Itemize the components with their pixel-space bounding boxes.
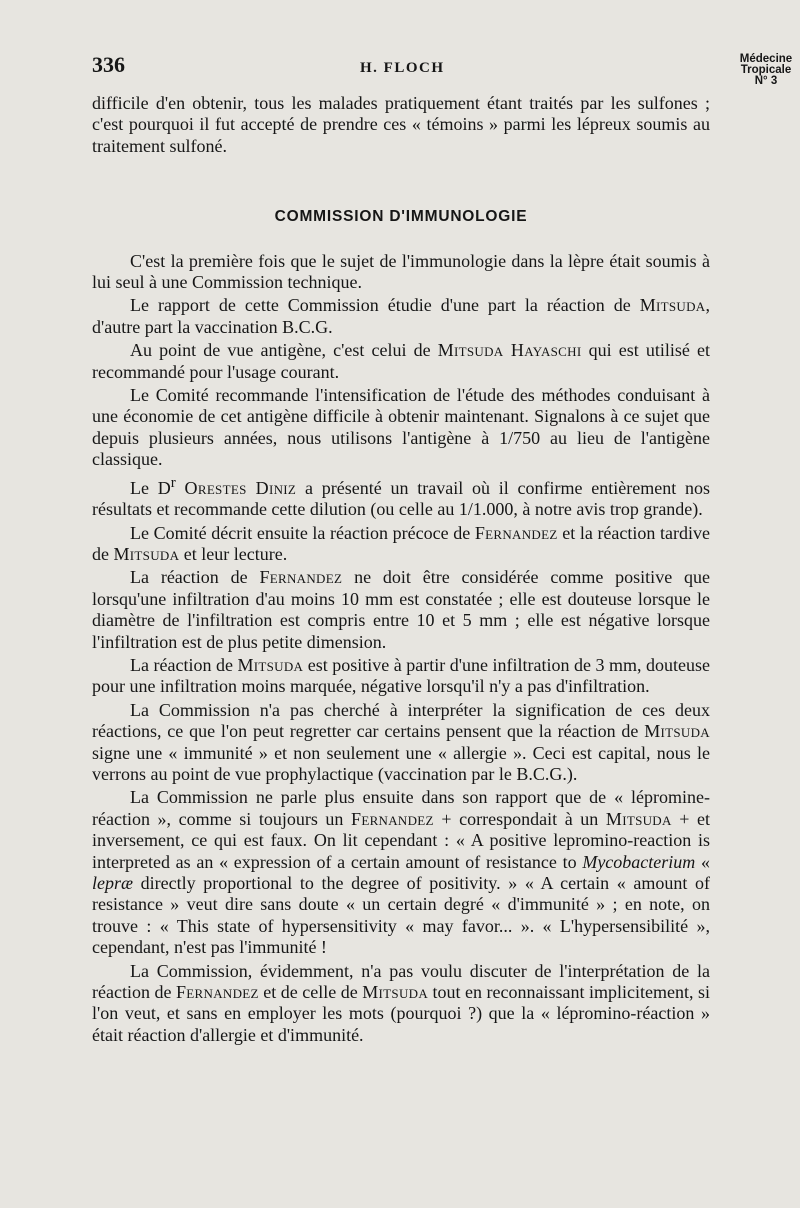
running-head	[92, 50, 712, 80]
paragraph-6: Le Comité décrit ensuite la réaction précoce de Fernandez et la réaction tardive de Mitsuda et leur lecture.	[92, 522, 711, 564]
paragraph-11: La Commission, évidemment, n'a pas voulu discuter de l'interprétation de la réaction de Fernandez et de celle de Mitsuda tout en reconnaissant implicitement, si l'on veut, et sans en employer les mots (pourquoi ?) que la « lépromino-réaction » était réaction d'allergie et d'immunité.	[92, 960, 710, 1045]
paragraph-8: La réaction de Mitsuda est positive à partir d'une infiltration de 3 mm, douteuse pour une infiltration moins marquée, négative lorsqu'il n'y a pas d'infiltration.	[92, 654, 710, 697]
author-name: Mitsuda	[605, 808, 672, 829]
author-name: Mitsuda Hayaschi	[437, 340, 582, 361]
author-name: Fernandez	[259, 567, 343, 588]
paragraph-2: Le rapport de cette Commission étudie d'une part la réaction de Mitsuda, d'autre part la vaccination B.C.G.	[92, 295, 710, 337]
author-name: Mitsuda	[644, 721, 710, 742]
section-heading: COMMISSION D'IMMUNOLOGIE	[274, 208, 528, 226]
paragraph-7: La réaction de Fernandez ne doit être considérée comme positive que lorsqu'une infiltration d'au moins 10 mm est constatée ; elle est douteuse lorsque le diamètre de l'infiltration est compris entre 10 et 5 mm ; elle est négative lorsque l'infiltration est de plus petite dimension.	[92, 567, 711, 652]
body-text	[92, 93, 710, 1048]
journal-line-1: Médecine	[739, 53, 793, 65]
paragraph-10: La Commission ne parle plus ensuite dans son rapport que de « lépromine-réaction », comme si toujours un Fernandez + correspondait à un Mitsuda + et inversement, ce qui est faux. On lit cependant : « A positive lepromino-reaction is interpreted as an « expression of a certain amount of resistance to Mycobacterium « lepræ directly proportional to the degree of positivity. » « A certain « amount of resistance » veut dire sans doute « un certain degré « d'immunité » ; en note, on trouve : « This state of hypersensitivity « may favor... ». « L'hypersensibilité », cependant, n'est pas l'immunité !	[92, 787, 711, 958]
journal-line-2: Tropicale	[740, 64, 792, 76]
author-name: Mitsuda	[362, 982, 429, 1003]
paragraph-9: La Commission n'a pas cherché à interpréter la signification de ces deux réactions, ce que l'on peut regretter car certains pensent que la réaction de Mitsuda signe une « immunité » et non seulement une « allergie ». Ceci est capital, nous le verrons au point de vue prophylactique (vaccination par le B.C.G.).	[92, 699, 710, 784]
paragraph-1: C'est la première fois que le sujet de l'immunologie dans la lèpre était soumis à lui seul à une Commission technique.	[92, 250, 710, 293]
author-name: Fernandez	[351, 808, 434, 829]
author-name: Mitsuda	[639, 295, 706, 316]
paragraph-5: Le $D^r$ Orestes Diniz a présenté un travail où il confirme entièrement nos résultats et recommande cette dilution (ou celle au 1/1.000, à notre avis trop grande).	[92, 474, 711, 520]
journal-line-3: N° 3	[754, 75, 778, 87]
author-name: Mitsuda	[237, 654, 304, 675]
author-name: Fernandez	[474, 522, 558, 543]
author-name: Mitsuda	[113, 543, 180, 564]
author-name: Fernandez	[175, 982, 259, 1003]
journal-marker	[733, 54, 799, 87]
page-number: 336	[92, 52, 125, 77]
paragraph-3: Au point de vue antigène, c'est celui de Mitsuda Hayaschi qui est utilisé et recommandé pour l'usage courant.	[92, 340, 711, 382]
author-name: Orestes Diniz	[184, 477, 297, 498]
paragraph-4: Le Comité recommande l'intensification de l'étude des méthodes conduisant à une économie de cet antigène difficile à obtenir maintenant. Signalons à ce sujet que depuis plusieurs années, nous utilisons l'antigène à 1/750 au lieu de l'antigène classique.	[92, 385, 710, 470]
intro-paragraph: difficile d'en obtenir, tous les malades pratiquement étant traités par les sulfones ; c'est pourquoi il fut accepté de prendre ces « témoins » parmi les lépreux soumis au traitement sulfoné.	[92, 93, 710, 156]
running-head-author: H. FLOCH	[360, 60, 445, 76]
